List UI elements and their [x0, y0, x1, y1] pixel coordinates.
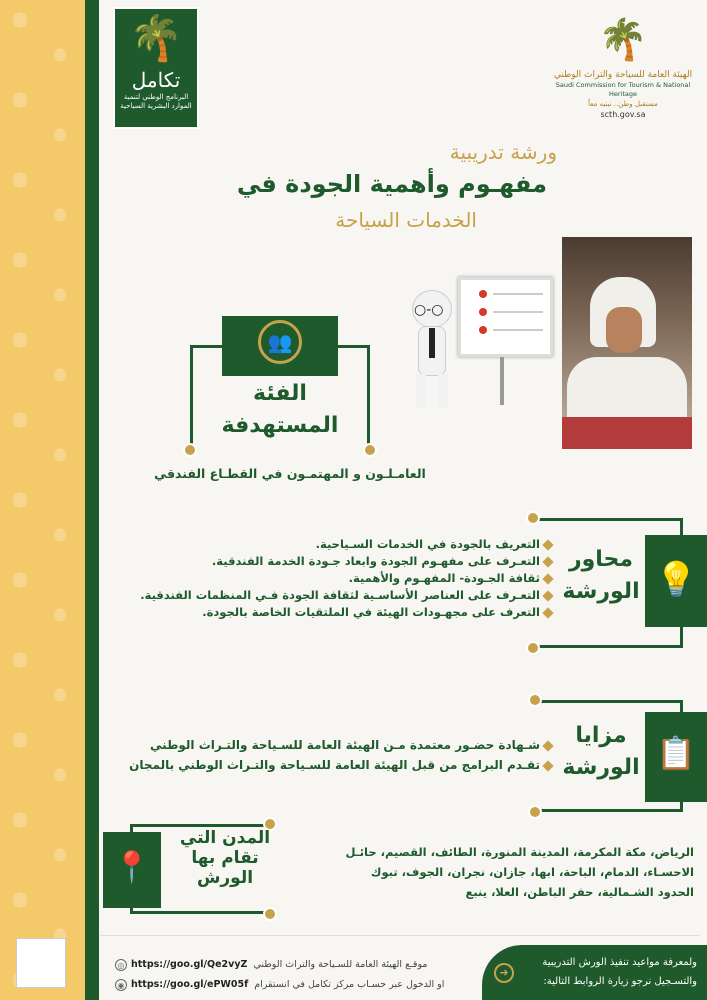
scth-url: scth.gov.sa [600, 110, 646, 119]
cities-label-line3: الورش [196, 868, 254, 888]
frame-dot [528, 693, 542, 707]
cities-label [170, 828, 280, 888]
bullet-icon [542, 590, 553, 601]
easel-stand [500, 357, 504, 405]
face [606, 307, 642, 353]
figure-tie [429, 328, 435, 358]
presenter-figure-icon [398, 290, 468, 410]
presentation-board-icon [458, 277, 553, 357]
cta-text [517, 953, 697, 991]
lightbulb-icon: 💡 [655, 560, 698, 600]
board-line [493, 311, 543, 313]
bullet-icon [542, 539, 553, 550]
scth-logo [548, 10, 698, 120]
cities-label-line1: المدن التي [179, 828, 271, 848]
board-line [493, 329, 543, 331]
takamul-subtitle: البرنامج الوطني لتنمية الموارد البشرية السياحية [120, 93, 192, 110]
map-pin-icon: 📍 [113, 850, 151, 885]
workshop-label: ورشة تدريبية [449, 140, 557, 164]
desk [562, 417, 692, 449]
benefits-label-line1: مزايا [575, 723, 627, 748]
instagram-icon: ◉ [115, 979, 127, 991]
frame-dot [528, 805, 542, 819]
board-pin [479, 290, 487, 298]
pattern [0, 0, 85, 1000]
presenter-photo [562, 237, 692, 449]
cities-line: الاحسـاء، الدمام، الباحة، ابها، جازان، نجران، الجوف، تبوك [370, 865, 694, 879]
footer-links [115, 955, 475, 995]
axes-label [556, 544, 646, 608]
cities-label-line2: تقام بها [191, 848, 259, 868]
takamul-name: تكامل [131, 68, 181, 92]
target-title-line2: المستهدفة [221, 413, 339, 438]
target-title-line1: الفئة [253, 381, 307, 406]
instagram-link-row[interactable] [115, 975, 475, 995]
board-pin [479, 308, 487, 316]
registration-cta[interactable] [482, 945, 707, 1000]
cities-line: الحدود الشـمالية، حفر الباطن، العلا، ينبع [465, 885, 694, 899]
palm-icon: 🌴 [128, 13, 184, 64]
glasses-icon: ○-○ [414, 302, 444, 318]
axes-item: التعرف على مجهـودات الهيئة في الملتقيات الخاصة بالجودة. [202, 605, 540, 619]
list-item [110, 604, 552, 621]
instagram-url[interactable]: https://goo.gl/ePW05f [131, 979, 249, 990]
bullet-icon [542, 556, 553, 567]
target-title [190, 378, 370, 442]
frame-dot [363, 443, 377, 457]
login-icon: ➜ [494, 963, 514, 983]
cities-line: الرياض، مكة المكرمة، المدينة المنورة، الطائف، القصيم، حائـل [345, 845, 694, 859]
instagram-desc: او الدخول عبر حسـاب مركز تكامل في انستقرام [254, 979, 445, 990]
website-link-row[interactable] [115, 955, 475, 975]
website-desc: موقـع الهيئة العامة للسـياحة والتراث الوطني [253, 959, 428, 970]
cta-line2: والتسـجيل نرجو زيارة الروابط التالية: [543, 976, 697, 987]
website-url[interactable]: https://goo.gl/Qe2vyZ [131, 959, 248, 970]
palm-swords-icon: 🌴 [598, 17, 648, 63]
benefits-list [110, 735, 552, 775]
bullet-icon [542, 573, 553, 584]
takamul-logo [113, 7, 199, 129]
board-pin [479, 326, 487, 334]
benefits-item: تقـدم البرامج من قبل الهيئة العامة للسـياحة والتـراث الوطني بالمجان [129, 758, 540, 772]
axes-item: ثقافة الجـودة- المفهـوم والأهمية. [348, 571, 540, 585]
axes-item: التعـرف على مفهـوم الجودة وابعاد جـودة الخدمة الفندقية. [211, 554, 540, 568]
bullet-icon [542, 607, 553, 618]
figure-legs [416, 374, 448, 408]
list-item [110, 755, 552, 775]
bullet-icon [542, 760, 553, 771]
benefits-item: شـهادة حضـور معتمدة مـن الهيئة العامة للسـياحة والتـراث الوطني [150, 738, 540, 752]
axes-label-line2: الورشة [562, 579, 640, 604]
frame-dot [263, 907, 277, 921]
qr-code[interactable] [16, 938, 66, 988]
list-item [110, 735, 552, 755]
benefits-label-line2: الورشة [562, 755, 640, 780]
workshop-subtitle: الخدمات السياحة [335, 208, 477, 232]
scth-arabic: الهيئة العامة للسياحة والتراث الوطني [553, 70, 693, 80]
list-item [110, 587, 552, 604]
frame-dot [526, 641, 540, 655]
target-audience-icon: 👥 [258, 320, 302, 364]
scth-english: Saudi Commission for Tourism & National Heritage [555, 81, 691, 98]
workshop-title: مفهـوم وأهمية الجودة في [236, 170, 547, 198]
axes-label-line1: محاور [568, 547, 634, 572]
globe-icon: ◎ [115, 959, 127, 971]
left-decorative-band [0, 0, 85, 1000]
axes-list [110, 536, 552, 621]
cities-list [290, 842, 694, 902]
scth-slogan: مستقبل وطن.. نبنيه معاً [588, 100, 658, 108]
green-strip [85, 0, 99, 1000]
benefits-label [556, 720, 646, 784]
cta-line1: ولمعرفة مواعيد تنفيذ الورش التدريبية [542, 957, 697, 968]
list-item [110, 553, 552, 570]
axes-item: التعـرف على العناصر الأساسـية لثقافة الجودة فـي المنظمات الفندقية. [140, 588, 540, 602]
list-item [110, 536, 552, 553]
axes-item: التعريف بالجودة في الخدمات السـياحية. [315, 537, 540, 551]
frame-dot [183, 443, 197, 457]
frame-dot [526, 511, 540, 525]
checklist-icon: 📋 [656, 734, 696, 772]
list-item [110, 570, 552, 587]
board-line [493, 293, 543, 295]
footer-divider [100, 935, 700, 936]
bullet-icon [542, 740, 553, 751]
target-description: العامـلـون و المهتمـون في القطـاع الفندقي [154, 466, 426, 481]
